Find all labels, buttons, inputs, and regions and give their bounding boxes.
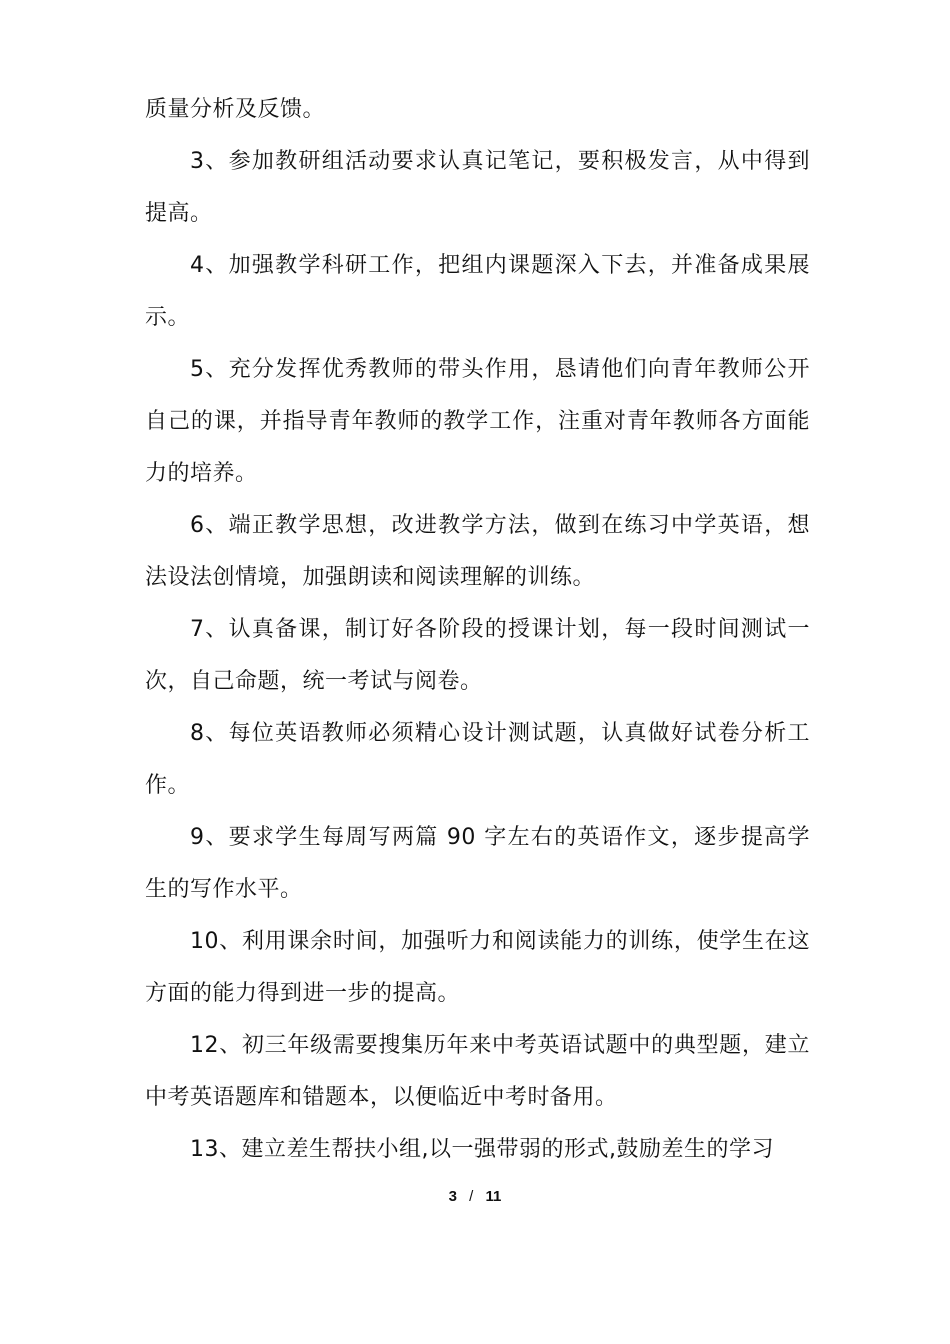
document-body — [145, 84, 810, 1176]
paragraph-item-9: 9、要求学生每周写两篇 90 字左右的英语作文，逐步提高学生的写作水平。 — [145, 825, 810, 902]
paragraph-item-8: 8、每位英语教师必须精心设计测试题，认真做好试卷分析工作。 — [145, 721, 810, 798]
paragraph-continuation: 质量分析及反馈。 — [145, 97, 326, 122]
paragraph-item-3: 3、参加教研组活动要求认真记笔记，要积极发言，从中得到提高。 — [145, 149, 810, 226]
paragraph-item-4: 4、加强教学科研工作，把组内课题深入下去，并准备成果展示。 — [145, 253, 810, 330]
total-pages-number: 11 — [485, 1188, 502, 1205]
paragraph-item-5: 5、充分发挥优秀教师的带头作用，恳请他们向青年教师公开自己的课，并指导青年教师的教学工作，注重对青年教师各方面能力的培养。 — [145, 357, 810, 486]
paragraph-item-12: 12、初三年级需要搜集历年来中考英语试题中的典型题，建立中考英语题库和错题本，以便临近中考时备用。 — [145, 1033, 810, 1110]
paragraph-item-13: 13、建立差生帮扶小组,以一强带弱的形式,鼓励差生的学习 — [190, 1137, 774, 1162]
current-page-number: 3 — [448, 1188, 457, 1205]
page-number-footer — [0, 1188, 950, 1205]
paragraph-item-6: 6、端正教学思想，改进教学方法，做到在练习中学英语，想法设法创情境，加强朗读和阅读理解的训练。 — [145, 513, 810, 590]
paragraph-item-10: 10、利用课余时间，加强听力和阅读能力的训练，使学生在这方面的能力得到进一步的提高。 — [145, 929, 810, 1006]
page-number-separator: / — [469, 1188, 474, 1205]
paragraph-item-7: 7、认真备课，制订好各阶段的授课计划，每一段时间测试一次，自己命题，统一考试与阅卷。 — [145, 617, 810, 694]
